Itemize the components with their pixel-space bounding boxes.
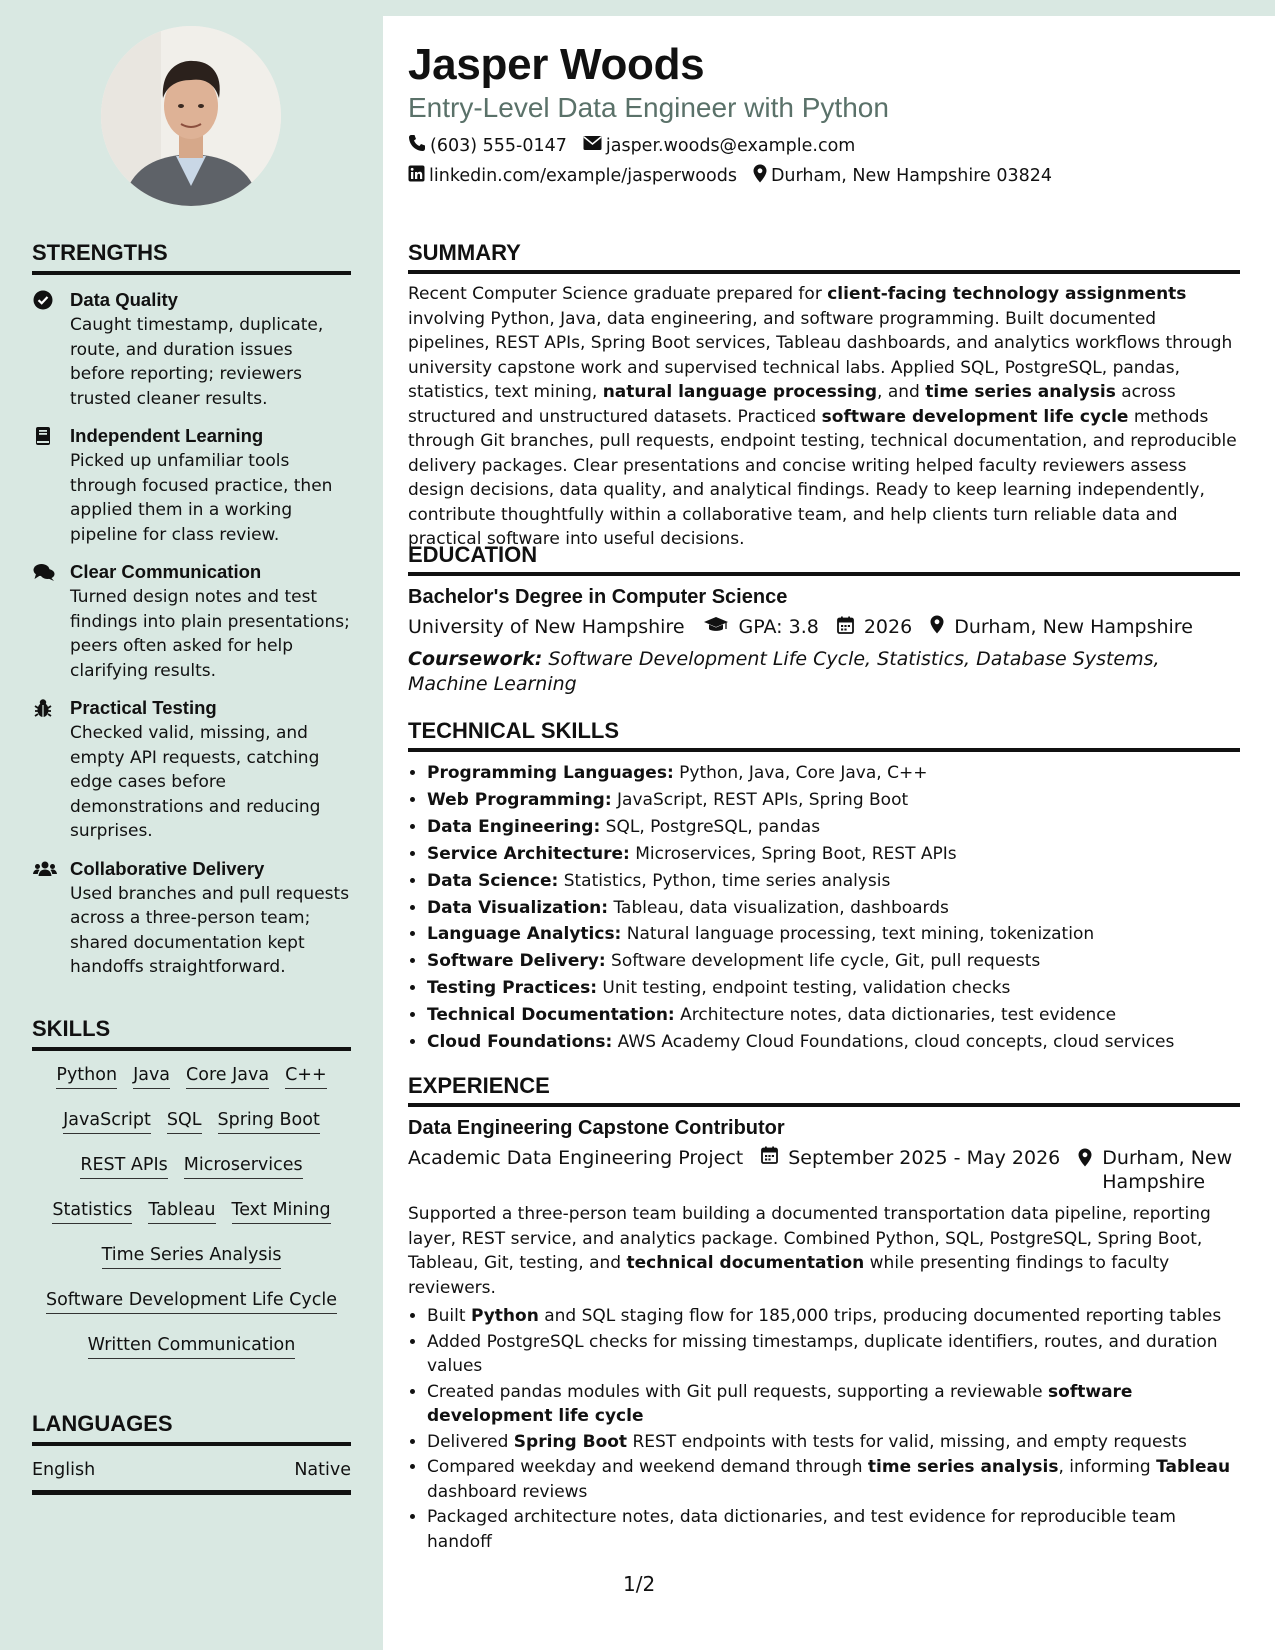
map-pin-icon bbox=[753, 164, 771, 188]
degree-meta bbox=[408, 615, 1240, 639]
job-meta bbox=[408, 1146, 1240, 1194]
strength-item bbox=[32, 697, 351, 844]
strength-description: Picked up unfamiliar tools through focused practice, then applied them in a working pipeline for class review. bbox=[70, 451, 333, 545]
map-pin-icon bbox=[930, 615, 954, 639]
strength-title: Independent Learning bbox=[70, 425, 264, 446]
phone-contact bbox=[408, 134, 567, 157]
skills-section bbox=[32, 1016, 351, 1380]
education-heading: EDUCATION bbox=[408, 542, 1240, 576]
list-item: • Language Analytics: Natural language processing, text mining, tokenization bbox=[427, 921, 1240, 948]
skill-tag: Python bbox=[56, 1065, 117, 1089]
linkedin-contact[interactable] bbox=[408, 165, 737, 187]
list-item: • Data Engineering: SQL, PostgreSQL, pandas bbox=[427, 814, 1240, 841]
summary-heading: SUMMARY bbox=[408, 240, 1240, 274]
list-item: • Testing Practices: Unit testing, endpoint testing, validation checks bbox=[427, 975, 1240, 1002]
list-item: • Packaged architecture notes, data dictionaries, and test evidence for reproducible team handoff bbox=[427, 1505, 1240, 1554]
job-intro: Supported a three-person team building a documented transportation data pipeline, reporting layer, REST service, and analytics package. Combined Python, SQL, PostgreSQL, Spring Boot, Tableau, Git, testing, and technical documentation while presenting findings to faculty reviewers. bbox=[408, 1204, 1211, 1298]
list-item: • Software Delivery: Software development life cycle, Git, pull requests bbox=[427, 948, 1240, 975]
strength-title: Clear Communication bbox=[70, 561, 262, 582]
linkedin-text: linkedin.com/example/jasperwoods bbox=[429, 166, 737, 186]
job-location-item bbox=[1078, 1146, 1238, 1194]
skill-tag: Core Java bbox=[186, 1065, 269, 1089]
strength-description: Caught timestamp, duplicate, route, and duration issues before reporting; reviewers trusted cleaner results. bbox=[70, 315, 324, 409]
book-icon bbox=[33, 426, 55, 448]
technical-skills-heading: TECHNICAL SKILLS bbox=[408, 718, 1240, 752]
language-level: Native bbox=[294, 1460, 351, 1480]
calendar-icon bbox=[761, 1146, 788, 1170]
strength-title: Practical Testing bbox=[70, 697, 217, 718]
skills-row bbox=[32, 1065, 351, 1110]
skill-tag: Text Mining bbox=[232, 1200, 331, 1224]
strength-description: Turned design notes and test findings into plain presentations; peers often asked for help clarifying results. bbox=[70, 587, 350, 681]
language-row bbox=[32, 1460, 351, 1495]
list-item: • Built Python and SQL staging flow for 185,000 trips, producing documented reporting tables bbox=[427, 1304, 1240, 1329]
list-item: • Web Programming: JavaScript, REST APIs, Spring Boot bbox=[427, 787, 1240, 814]
list-item: • Cloud Foundations: AWS Academy Cloud Foundations, cloud concepts, cloud services bbox=[427, 1029, 1240, 1056]
phone-icon bbox=[408, 134, 430, 157]
technical-skills-list bbox=[408, 760, 1240, 1056]
profile-photo bbox=[101, 26, 281, 206]
skill-tag: SQL bbox=[167, 1110, 202, 1134]
skills-row bbox=[32, 1155, 351, 1200]
strength-item bbox=[32, 425, 351, 547]
chat-bubbles-icon bbox=[33, 562, 55, 584]
linkedin-icon bbox=[408, 165, 429, 187]
list-item: • Created pandas modules with Git pull requests, supporting a reviewable software development life cycle bbox=[427, 1380, 1240, 1429]
skill-tag: Written Communication bbox=[88, 1335, 296, 1359]
users-icon bbox=[33, 859, 55, 881]
organization-name: Academic Data Engineering Project bbox=[408, 1147, 744, 1169]
year-item bbox=[837, 616, 912, 639]
top-strip bbox=[383, 0, 1275, 16]
education-location: Durham, New Hampshire bbox=[954, 616, 1193, 638]
skill-tag: C++ bbox=[285, 1065, 327, 1089]
skills-row bbox=[32, 1290, 351, 1335]
skills-heading: SKILLS bbox=[32, 1016, 351, 1051]
strengths-heading: STRENGTHS bbox=[32, 240, 351, 275]
experience-section bbox=[408, 1073, 1240, 1555]
strength-item bbox=[32, 289, 351, 411]
list-item: • Compared weekday and weekend demand through time series analysis, informing Tableau dashboard reviews bbox=[427, 1455, 1240, 1504]
school-name: University of New Hampshire bbox=[408, 616, 685, 638]
skill-tag: Time Series Analysis bbox=[102, 1245, 282, 1269]
skill-tag: JavaScript bbox=[63, 1110, 151, 1134]
strength-item bbox=[32, 561, 351, 683]
email-contact[interactable] bbox=[583, 135, 855, 156]
skill-tag: Tableau bbox=[148, 1200, 215, 1224]
technical-skills-section bbox=[408, 718, 1240, 1056]
candidate-name: Jasper Woods bbox=[408, 40, 705, 89]
degree-title: Bachelor's Degree in Computer Science bbox=[408, 586, 788, 608]
list-item: • Programming Languages: Python, Java, Core Java, C++ bbox=[427, 760, 1240, 787]
skills-row bbox=[32, 1335, 351, 1380]
job-bullets bbox=[408, 1304, 1240, 1554]
location-contact bbox=[753, 164, 1052, 188]
skills-row bbox=[32, 1110, 351, 1155]
languages-heading: LANGUAGES bbox=[32, 1411, 351, 1446]
strength-description: Used branches and pull requests across a three-person team; shared documentation kept handoffs straightforward. bbox=[70, 883, 350, 977]
experience-heading: EXPERIENCE bbox=[408, 1073, 1240, 1107]
skill-tag: Java bbox=[133, 1065, 170, 1089]
page-number: 1/2 bbox=[623, 1572, 656, 1596]
job-dates: September 2025 - May 2026 bbox=[788, 1147, 1061, 1169]
language-name: English bbox=[32, 1460, 96, 1480]
list-item: • Data Visualization: Tableau, data visualization, dashboards bbox=[427, 895, 1240, 922]
list-item: • Service Architecture: Microservices, Spring Boot, REST APIs bbox=[427, 841, 1240, 868]
gpa-text: GPA: 3.8 bbox=[738, 616, 819, 638]
map-pin-icon bbox=[1078, 1148, 1102, 1173]
strength-description: Checked valid, missing, and empty API requests, catching edge cases before demonstrations and reducing surprises. bbox=[70, 723, 321, 841]
phone-text: (603) 555-0147 bbox=[430, 135, 567, 156]
skill-tag: Spring Boot bbox=[218, 1110, 320, 1134]
summary-text: Recent Computer Science graduate prepared for client-facing technology assignments involving Python, Java, data engineering, and software programming. Built documented pipelines, REST APIs, Spring Boot services, Tableau dashboards, and analytics workflows through university capstone work and supervised technical labs. Applied SQL, PostgreSQL, pandas, statistics, text mining, natural language processing, and time series analysis across structured and unstructured datasets. Practiced software development life cycle methods through Git branches, pull requests, endpoint testing, technical documentation, and reproducible delivery packages. Clear presentations and concise writing helped faculty reviewers assess design decisions, data quality, and analytical findings. Ready to keep learning independently, contribute thoughtfully within a collaborative team, and help clients turn reliable data and practical software into useful decisions. bbox=[408, 284, 1237, 549]
skill-tag: Software Development Life Cycle bbox=[46, 1290, 337, 1314]
gpa-item bbox=[703, 616, 819, 639]
skill-tag: REST APIs bbox=[80, 1155, 167, 1179]
contact-row-1 bbox=[408, 134, 871, 157]
list-item: • Data Science: Statistics, Python, time series analysis bbox=[427, 868, 1240, 895]
job-title: Data Engineering Capstone Contributor bbox=[408, 1117, 785, 1139]
list-item: • Added PostgreSQL checks for missing timestamps, duplicate identifiers, routes, and duration values bbox=[427, 1330, 1240, 1379]
job-location: Durham, New Hampshire bbox=[1102, 1147, 1233, 1193]
strength-title: Collaborative Delivery bbox=[70, 857, 265, 879]
location-text: Durham, New Hampshire 03824 bbox=[770, 166, 1053, 186]
coursework: Coursework: Software Development Life Cycle, Statistics, Database Systems, Machine Learning bbox=[408, 648, 1160, 695]
skills-row bbox=[32, 1245, 351, 1290]
skills-row bbox=[32, 1200, 351, 1245]
check-circle-icon bbox=[33, 290, 55, 312]
graduation-cap-icon bbox=[703, 616, 739, 639]
list-item: • Technical Documentation: Architecture notes, data dictionaries, test evidence bbox=[427, 1002, 1240, 1029]
education-section bbox=[408, 542, 1240, 697]
bug-icon bbox=[33, 698, 55, 720]
strength-item bbox=[32, 858, 351, 980]
strengths-section bbox=[32, 240, 351, 980]
contact-row-2 bbox=[408, 164, 1068, 188]
list-item: • Delivered Spring Boot REST endpoints with tests for valid, missing, and empty requests bbox=[427, 1430, 1240, 1455]
calendar-icon bbox=[837, 616, 864, 639]
graduation-year: 2026 bbox=[863, 616, 913, 638]
candidate-role: Entry-Level Data Engineer with Python bbox=[408, 92, 889, 123]
skill-tag: Statistics bbox=[52, 1200, 132, 1224]
skill-tag: Microservices bbox=[184, 1155, 303, 1179]
email-text: jasper.woods@example.com bbox=[605, 135, 856, 156]
strength-title: Data Quality bbox=[70, 289, 178, 310]
envelope-icon bbox=[583, 135, 606, 156]
dates-item bbox=[761, 1146, 1060, 1170]
summary-section bbox=[408, 240, 1240, 552]
education-location-item bbox=[930, 615, 1193, 639]
languages-section bbox=[32, 1411, 351, 1495]
